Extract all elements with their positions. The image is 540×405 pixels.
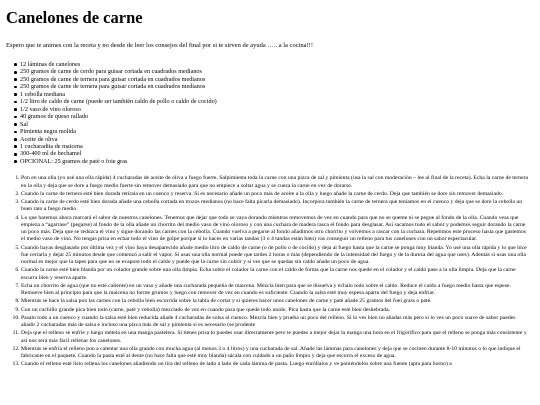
step-item: 4. Lo que haremos ahora marcará el sabor de nuestros canelones. Tenemos que dejar que todo se vaya dorando mientras removemos de vez en cuando para que no se queme ni se pegue al fondo de la olla. Cuando veas que empieza a “agarrase” (pegarse) al fondo de la olla añade un chorrito del medio vaso de vino oloroso y con una cuchara de madera rasca el fondo para desglasar. Así sacamos todo el sabor y podemos seguir dorando la carne un poco más. Deja que se reduzca el vino y sigue dorando las carnes con la cebolla. Cuando vuelva a pegarse al fondo añadimos otro chorrito y volvemos a rascar con la cuchara. Repetimos este proceso hasta que gastemos el medio vaso de vino. No tengas prisa en echar todo el vino de golpe porque si lo haces en varias tandas (3 o 4 tandas están bien) vas conseguir un relleno para tus canelones con un sabor espectacular. xyxy=(21,215,530,244)
ingredient-text: 1 cucharadita de maicena xyxy=(20,142,83,150)
ingredient-item xyxy=(14,158,534,165)
step-item: 11. Deja que el relleno se enfríe y luego métela en una manga pastelera. Si tienes prisa lo puedes usar directamente pero te puedes a mejor dejar la manga una hora en el frigorífico para que el relleno se ponga más consistente y así nos será más fácil rellenar los canelones. xyxy=(21,330,530,345)
step-item: 9. Con un cuchillo grande pica bien todo (carne, paté y cebolla) mezclado de vez en cuando para que quede todo unido. Pica hasta que la carne esté bien deshebrada. xyxy=(21,307,530,314)
ingredient-item xyxy=(14,136,534,143)
ingredient-text: 250 gramos de carne de cerdo para guisar cortada en cuadrados medianos xyxy=(20,68,202,76)
step-item: 1. Pon en una olla (yo usé una olla rápida) 4 cucharadas de aceite de oliva a fuego fuerte. Salpimienta toda la carne con una pizca de sal y pimienta (usa la sal con moderación – lee al final de la receta). Echa la carne de ternera en la olla y deja que se dore a fuego medio fuerte sin remover demasiado para que no empiece a soltar agua y se cueza la carne en vez de dorarse. xyxy=(21,175,530,190)
ingredient-text: Sal xyxy=(20,120,28,128)
step-item: 5. Cuando hayas desglasado por última vez y el vino haya desaparecido añade medio litro de caldo de carne (o de pollo o de cocido) y deja al fuego hasta que la carne se ponga muy blanda. Yo usé una olla rápida y lo que hice fue cerrarla y dejar 25 minutos desde que comenzó a salir el vapor. Si usas una olla normal puede que tardes 2 horas o más (dependiendo de la intensidad del fuego y de la dureza del agua que uses). Además si usas una olla normal es mejor que la tapes para que no se evapore todo el caldo y puede que la carne sin cubrir y si ves que se quedas sin caldo añade un poco de agua. xyxy=(21,245,530,267)
steps-list xyxy=(6,175,534,368)
bullet-icon xyxy=(14,123,17,126)
ingredient-item xyxy=(14,121,534,128)
bullet-icon xyxy=(14,131,17,134)
step-item: 3. Cuando la carne de cerdo esté bien dorada añade una cebolla cortada en trozos medianos (no hace falta picarla demasiado). Incorpora también la carne de ternera que teníamos en el cuenco y deja que se dore la cebolla un buen rato a fuego medio. xyxy=(21,199,530,214)
ingredient-item xyxy=(14,83,534,90)
ingredients-list xyxy=(14,61,534,165)
ingredient-item xyxy=(14,68,534,75)
step-item: 10. Pasalo todo a un cuenco y cuando la salsa esté bien reducida añade 4 cucharadas de solsa al cuenco. Mezcla bien y prueba un poco del relleno. Si lo ves bien no añadas más pero si lo ves un poco suave de sabor puedes añadir 2 cucharadas más de salsa e incluso una pizca más de sal y pimienta si es necesario (se prudente xyxy=(21,315,530,330)
bullet-icon xyxy=(14,153,17,156)
ingredient-text: 1/2 vaso de vino oloroso xyxy=(20,105,81,113)
ingredient-text: 250 gramos de carne de ternera para guisar cortada en cuadrados medianos xyxy=(20,75,206,83)
bullet-icon xyxy=(14,108,17,111)
step-item: 6. Cuando la carne esté bien blanda por un colador grande sobre una olla limpia. Echa sobre el colador la carne con el caldo de forma que la carne nos quede en el colador y el caldo pase a la olla limpia. Deja que la carne escurra bien y reserva aparte. xyxy=(21,267,530,282)
step-item: 12. Mientras se enfría el relleno pon a calentar una olla grande con mucha agua (al menos 3 o 4 litros) y una cucharada de sal. Añade las láminas para canelones y deja que se cocinen durante 8-10 minutos o lo que indique el fabricante en el paquete. Cuando la pasta esté al dente (no hace falta que esté muy blanda) sácala con cuidado a un paño limpio y deja que escurra el exceso de agua. xyxy=(21,346,530,361)
ingredient-text: 1 cebolla mediana xyxy=(20,90,66,98)
bullet-icon xyxy=(14,93,17,96)
ingredient-item xyxy=(14,113,534,120)
page-title: Canelones de carne xyxy=(6,8,143,27)
ingredient-text: Pimienta negra molida xyxy=(20,128,77,136)
bullet-icon xyxy=(14,116,17,119)
bullet-icon xyxy=(14,160,17,163)
step-item: 8. Mientras se hace la salsa pon las carnes con la cebolla bien escurrida sobre la tabla de cortar y si quieres hacer unos canelones de carne y paté añade 25 gramos del foei grass o paté. xyxy=(21,298,530,305)
ingredient-item xyxy=(14,106,534,113)
ingredient-text: 12 láminas de canelones xyxy=(20,60,81,68)
ingredient-text: 1/2 litro de caldo de carne (puede ser también caldo de pollo o caldo de cocido) xyxy=(20,98,217,106)
ingredient-text: OPCIONAL: 25 gramos de paté o foie gras xyxy=(20,157,128,165)
bullet-icon xyxy=(14,71,17,74)
bullet-icon xyxy=(14,63,17,66)
ingredient-text: 300-400 ml de bechamel xyxy=(20,150,82,158)
step-item: 13. Cuando el relleno esté listo rellena los canelones añadiendo un tira del relleno de lado a lado de cada lámina de pasta. Luego enróllalos y ve poniéndolos sobre una fuente (apta para horno) a xyxy=(21,361,530,368)
bullet-icon xyxy=(14,145,17,148)
ingredient-item xyxy=(14,143,534,150)
ingredient-text: 40 gramos de queso rallado xyxy=(20,113,89,121)
bullet-icon xyxy=(14,78,17,81)
ingredient-text: Aceite de oliva xyxy=(20,135,58,143)
ingredient-item xyxy=(14,150,534,157)
ingredient-item xyxy=(14,76,534,83)
bullet-icon xyxy=(14,86,17,89)
intro-paragraph: Espero que te animes con la receta y no desde de leer los consejos del final por si te sirven de ayuda ….. a la cocina!!! xyxy=(6,41,314,49)
ingredient-item xyxy=(14,98,534,105)
bullet-icon xyxy=(14,101,17,104)
ingredient-item xyxy=(14,61,534,68)
step-item: 2. Cuando la carne de ternera esté bien dorada retírala en un cuenco y reserva. Si es necesario añade un poco más de aceite a la olla y luego añade la carne de cerdo. Deja que también se dore sin remover demasiado. xyxy=(21,191,530,198)
ingredient-text: 250 gramos de carne de ternera para guisar cortada en cuadrados medianos xyxy=(20,83,206,91)
ingredient-item xyxy=(14,128,534,135)
step-item: 7. Echa un chorrito de agua (que no esté caliente) en un vaso y añade una cucharada pequeña de maicena. Mezcla bien para que se disuelva y échalo todo sobre el caldo. Reduce el caldo a fuego medio hasta que espese. Remueve bien al principio para que la maicena no forme grumos y luego con remover de vez en cuando es suficiente. Cuando la salsa esté muy espesa apartu del fuego y deja enfriar. xyxy=(21,283,530,298)
ingredient-item xyxy=(14,91,534,98)
bullet-icon xyxy=(14,138,17,141)
